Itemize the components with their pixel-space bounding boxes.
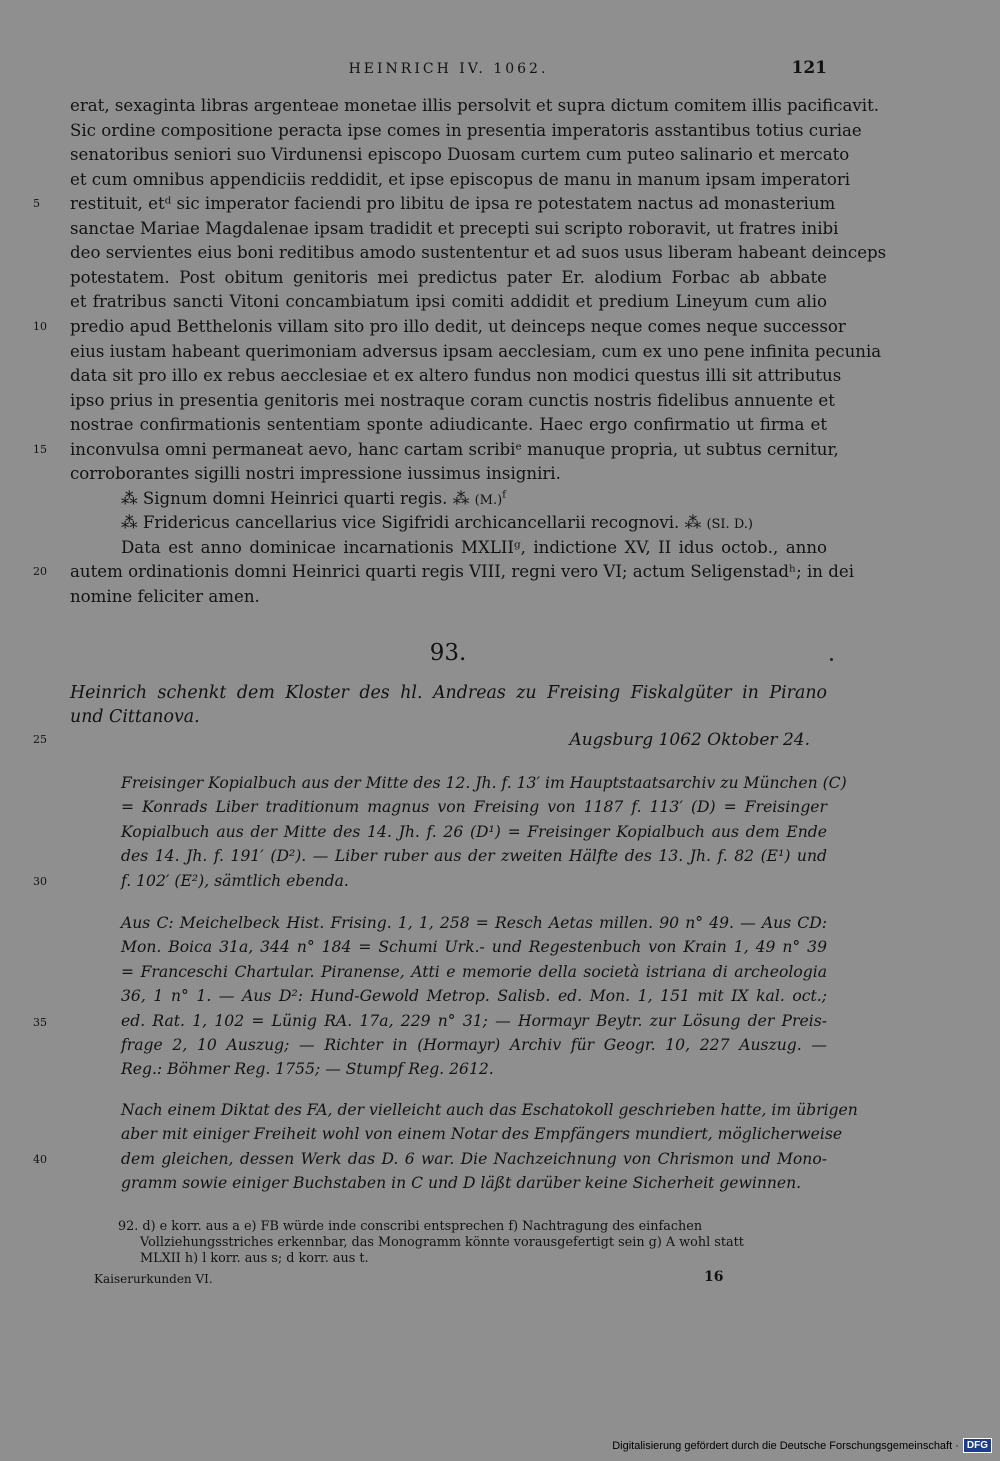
body-line: predio apud Betthelonis villam sito pro illo dedit, ut deinceps neque comes neque successor: [70, 317, 846, 336]
recognition-line: ⁂ Fridericus cancellarius vice Sigifridi archicancellarii recognovi. ⁂ (SI. D.): [121, 513, 753, 532]
line-number: 20: [33, 565, 47, 578]
dating-line: Data est anno dominicae incarnationis MXLIIᵍ, indictione XV, II idus octob., anno: [121, 538, 827, 557]
monogram-marker-icon: ⁂: [121, 489, 138, 508]
footnote-line: Vollziehungsstriches erkennbar, das Monogramm könnte vorausgefertigt sein g) A wohl statt: [140, 1235, 744, 1250]
body-line: corroborantes sigilli nostri impressione iussimus insigniri.: [70, 464, 561, 483]
body-line: sanctae Mariae Magdalenae ipsam tradidit et precepti sui scripto roboravit, ut fratres inibi: [70, 219, 839, 238]
place-date: Augsburg 1062 Oktober 24.: [569, 730, 810, 750]
monogram-marker-icon: ⁂: [121, 513, 138, 532]
dot-mark: [830, 658, 833, 661]
footnote-line: MLXII h) l korr. aus s; d korr. aus t.: [140, 1251, 369, 1266]
body-line: eius iustam habeant querimoniam adversus ipsam aecclesiam, cum ex uno pene infinita pecunia: [70, 342, 882, 361]
body-line: ipso prius in presentia genitoris mei nostraque coram cunctis nostris fidelibus annuente et: [70, 391, 835, 410]
dfg-logo: DFG: [963, 1438, 992, 1453]
line-number: 15: [33, 443, 47, 456]
running-title: HEINRICH IV. 1062.: [348, 61, 549, 77]
diktat-paragraph: Nach einem Diktat des FA, der vielleicht auch das Eschatokoll geschrieben hatte, im übrigen aber mit einiger Freiheit wohl von einem Notar des Empfängers mundiert, möglicherweise dem gleichen, dessen Werk das D. 6 war. Die Nachzeichnung von Chrismon und Mono- gramm sowie einiger Buchstaben in C und D läßt darüber keine Sicherheit gewinnen.: [121, 1101, 858, 1193]
monogram-marker-icon: ⁂: [452, 489, 470, 508]
line-number: 10: [33, 320, 47, 333]
dfg-credit: [612, 1438, 992, 1453]
dfg-credit-text: Digitalisierung gefördert durch die Deutsche Forschungsgemeinschaft ·: [612, 1439, 959, 1452]
line-number: 5: [33, 197, 40, 210]
signum-line: ⁂ Signum domni Heinrici quarti regis. ⁂ $(M.)^f$: [121, 489, 506, 508]
dating-line: autem ordinationis domni Heinrici quarti regis VIII, regni vero VI; actum Seligenstadʰ; in dei: [70, 562, 855, 581]
tradition-paragraph: Freisinger Kopialbuch aus der Mitte des 12. Jh. f. 13′ im Hauptstaatsarchiv zu München (C) = Konrads Liber traditionum magnus von Freising von 1187 f. 113′ (D) = Freisinger Kopialbuch aus der Mitte des 14. Jh. f. 26 (D¹) = Freisinger Kopialbuch aus dem Ende des 14. Jh. f. 191′ (D²). — Liber ruber aus der zweiten Hälfte des 13. Jh. f. 82 (E¹) und f. 102′ (E²), sämtlich ebenda.: [121, 774, 847, 890]
monogram-marker-icon: ⁂: [684, 513, 702, 532]
body-line: erat, sexaginta libras argenteae monetae illis persolvit et supra dictum comitem illis pacificavit.: [70, 96, 880, 115]
line-number: 25: [33, 733, 47, 746]
footnote-line: 92. d) e korr. aus a e) FB würde inde conscribi entsprechen f) Nachtragung des einfachen: [118, 1219, 703, 1234]
dating-line: nomine feliciter amen.: [70, 587, 260, 606]
body-line: Sic ordine compositione peracta ipse comes in presentia imperatoris asstantibus totius curiae: [70, 121, 862, 140]
document-number: 93.: [429, 640, 467, 666]
body-line: senatoribus seniori suo Virdunensi episcopo Duosam curtem cum puteo salinario et mercato: [70, 145, 850, 164]
regest-line: Heinrich schenkt dem Kloster des hl. Andreas zu Freising Fiskalgüter in Pirano: [70, 683, 827, 703]
signature-number: 16: [704, 1269, 724, 1285]
body-line: restituit, etᵈ sic imperator faciendi pro libitu de ipsa re potestatem nactus ad monasterium: [70, 194, 836, 213]
body-line: deo servientes eius boni reditibus amodo sustententur et ad suos usus liberam habeant deinceps: [70, 243, 887, 262]
line-number: 30: [33, 875, 47, 888]
regest-line: und Cittanova.: [70, 707, 200, 727]
body-line: et cum omnibus appendiciis reddidit, et ipse episcopus de manu in manum ipsam imperatori: [70, 170, 851, 189]
footer-title: Kaiserurkunden VI.: [94, 1272, 213, 1286]
body-line: inconvulsa omni permaneat aevo, hanc cartam scribiᵉ manuque propria, ut subtus cernitur,: [70, 440, 839, 459]
body-line: data sit pro illo ex rebus aecclesiae et ex altero fundus non modici questus illi sit attributus: [70, 366, 842, 385]
page-number: 121: [791, 58, 827, 78]
edition-paragraph: Aus C: Meichelbeck Hist. Frising. 1, 1, 258 = Resch Aetas millen. 90 n° 49. — Aus CD: Mon. Boica 31a, 344 n° 184 = Schumi Urk.- und Regestenbuch von Krain 1, 49 n° 39 = Franceschi Chartular. Piranense, Atti e memorie della società istriana di archeologia 36, 1 n° 1. — Aus D²: Hund-Gewold Metrop. Salisb. ed. Mon. 1, 151 mit IX kal. oct.; ed. Rat. 1, 102 = Lünig RA. 17a, 229 n° 31; — Hormayr Beytr. zur Lösung der Preis- frage 2, 10 Auszug; — Richter in (Hormayr) Archiv für Geogr. 10, 227 Auszug. — Reg.: Böhmer Reg. 1755; — Stumpf Reg. 2612.: [121, 914, 827, 1079]
line-number: 35: [33, 1016, 47, 1029]
body-line: et fratribus sancti Vitoni concambiatum ipsi comiti addidit et predium Lineyum cum alio: [70, 292, 827, 311]
page-header: [70, 58, 827, 82]
line-number: 40: [33, 1153, 47, 1166]
regest: [70, 681, 827, 729]
body-line: potestatem. Post obitum genitoris mei predictus pater Er. alodium Forbac ab abbate: [70, 268, 827, 287]
body-line: nostrae confirmationis sententiam sponte adiudicante. Haec ergo confirmatio ut firma et: [70, 415, 827, 434]
